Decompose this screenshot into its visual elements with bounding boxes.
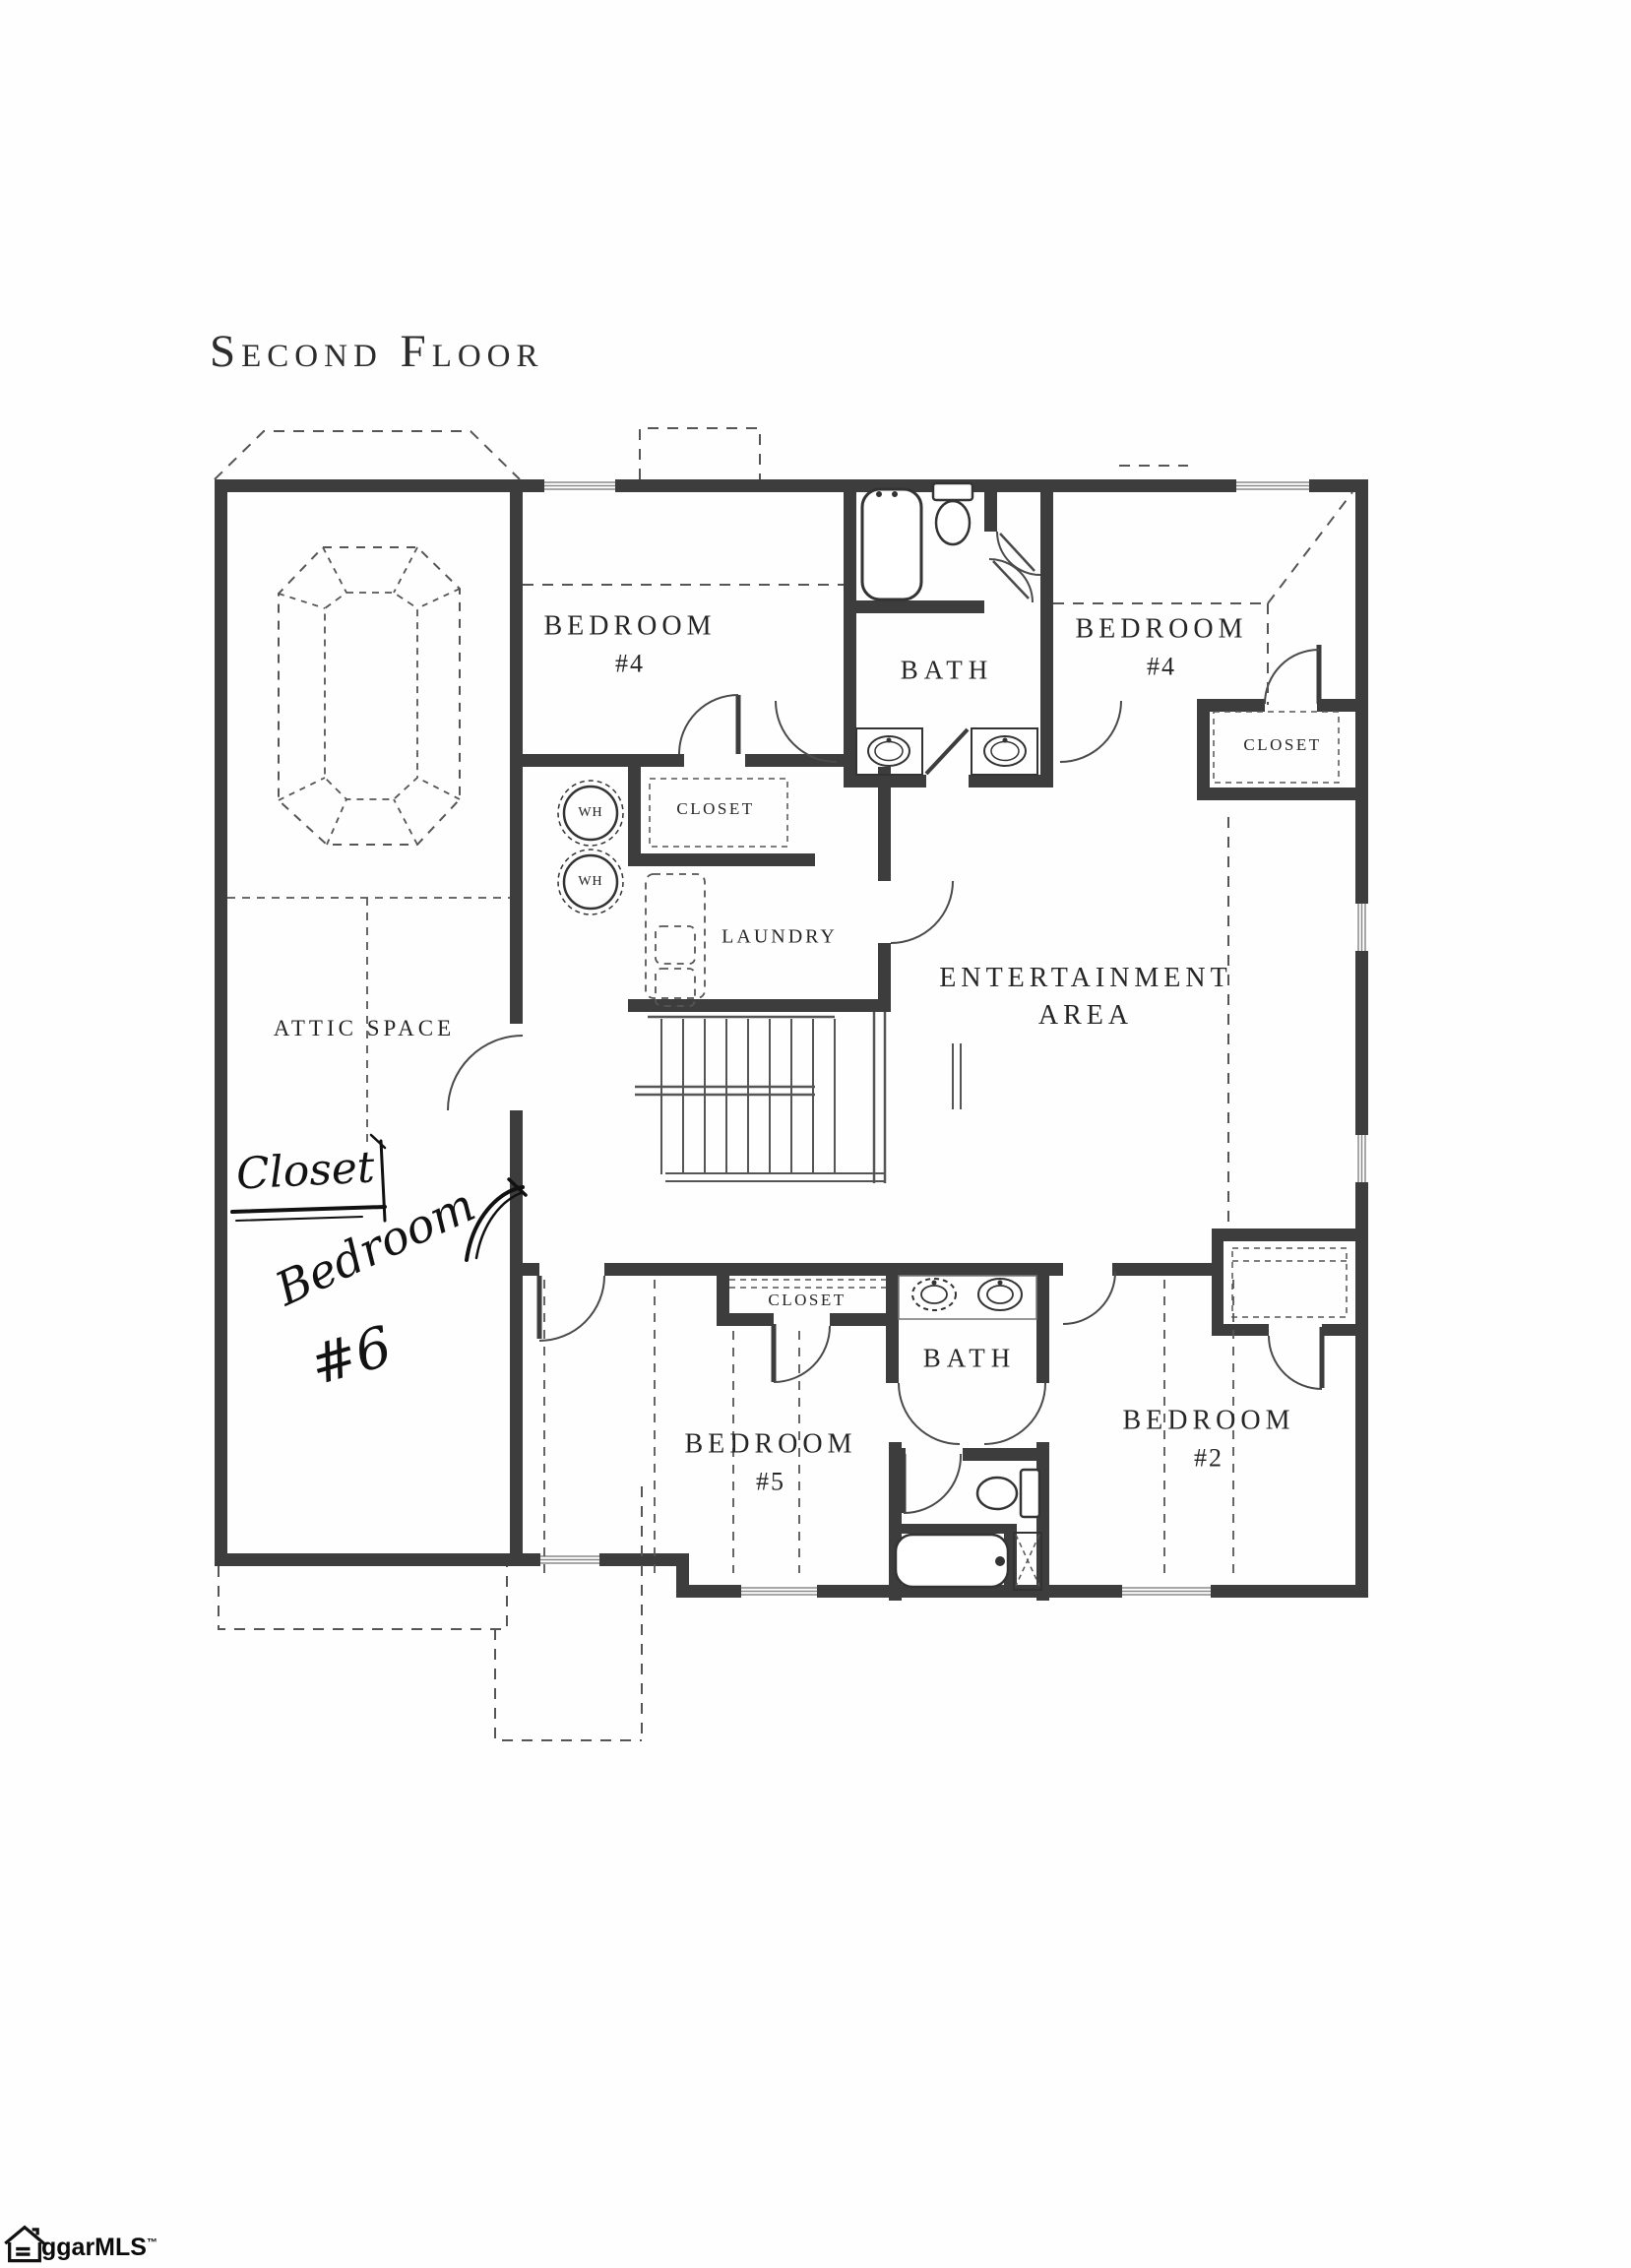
bathtub-bottom	[896, 1535, 1008, 1587]
room-label-closet-hall: CLOSET	[676, 799, 755, 818]
room-label-bedroom4-right	[1075, 614, 1247, 682]
room-number: #5	[755, 1467, 785, 1496]
water-heater-icons	[558, 781, 623, 914]
room-label-entertainment-area	[939, 963, 1231, 1032]
handwritten-bedroom6-word: Bedroom	[268, 1177, 484, 1317]
room-number: #4	[614, 649, 645, 678]
watermark-text	[41, 2234, 157, 2262]
room-number: #4	[1146, 652, 1176, 681]
room-number: #2	[1193, 1443, 1223, 1473]
room-label-closet-bedroom5: CLOSET	[768, 1291, 847, 1309]
room-label-closet-top-right: CLOSET	[1243, 735, 1322, 754]
sink-top-right	[972, 728, 1037, 775]
water-heater-2-label: WH	[578, 874, 603, 889]
room-name: BEDROOM	[684, 1428, 857, 1460]
attic-octagon-group	[279, 547, 460, 845]
handwritten-bedroom6-number: #6	[303, 1314, 400, 1399]
room-name: BEDROOM	[1075, 613, 1248, 645]
room-name: BEDROOM	[543, 610, 717, 642]
handwritten-closet-label: Closet	[234, 1142, 376, 1200]
room-label-bedroom2	[1122, 1406, 1294, 1474]
toilet-bottom	[1021, 1470, 1039, 1517]
room-label-laundry: LAUNDRY	[721, 925, 838, 948]
room-name-line1: ENTERTAINMENT	[939, 963, 1232, 993]
water-heater-1-label: WH	[578, 805, 603, 820]
room-label-bedroom4-left	[543, 611, 716, 679]
room-label-attic-space: ATTIC SPACE	[273, 1016, 456, 1040]
watermark-tm: ™	[146, 2236, 157, 2249]
sink-bottom-right	[978, 1279, 1022, 1310]
room-label-bedroom5	[684, 1429, 856, 1497]
watermark-brand: ggarMLS	[41, 2234, 147, 2261]
stairs-group	[635, 1012, 961, 1183]
room-name: BEDROOM	[1122, 1405, 1295, 1436]
page-title: Second Floor	[210, 326, 544, 377]
toilet-top	[933, 483, 972, 500]
sink-bottom-left	[912, 1279, 956, 1310]
room-label-bath-bottom: BATH	[922, 1343, 1017, 1373]
room-name-line2: AREA	[1037, 1000, 1134, 1031]
watermark	[2, 2221, 157, 2264]
room-label-bath-top: BATH	[900, 655, 994, 685]
bathtub-top	[862, 489, 921, 599]
